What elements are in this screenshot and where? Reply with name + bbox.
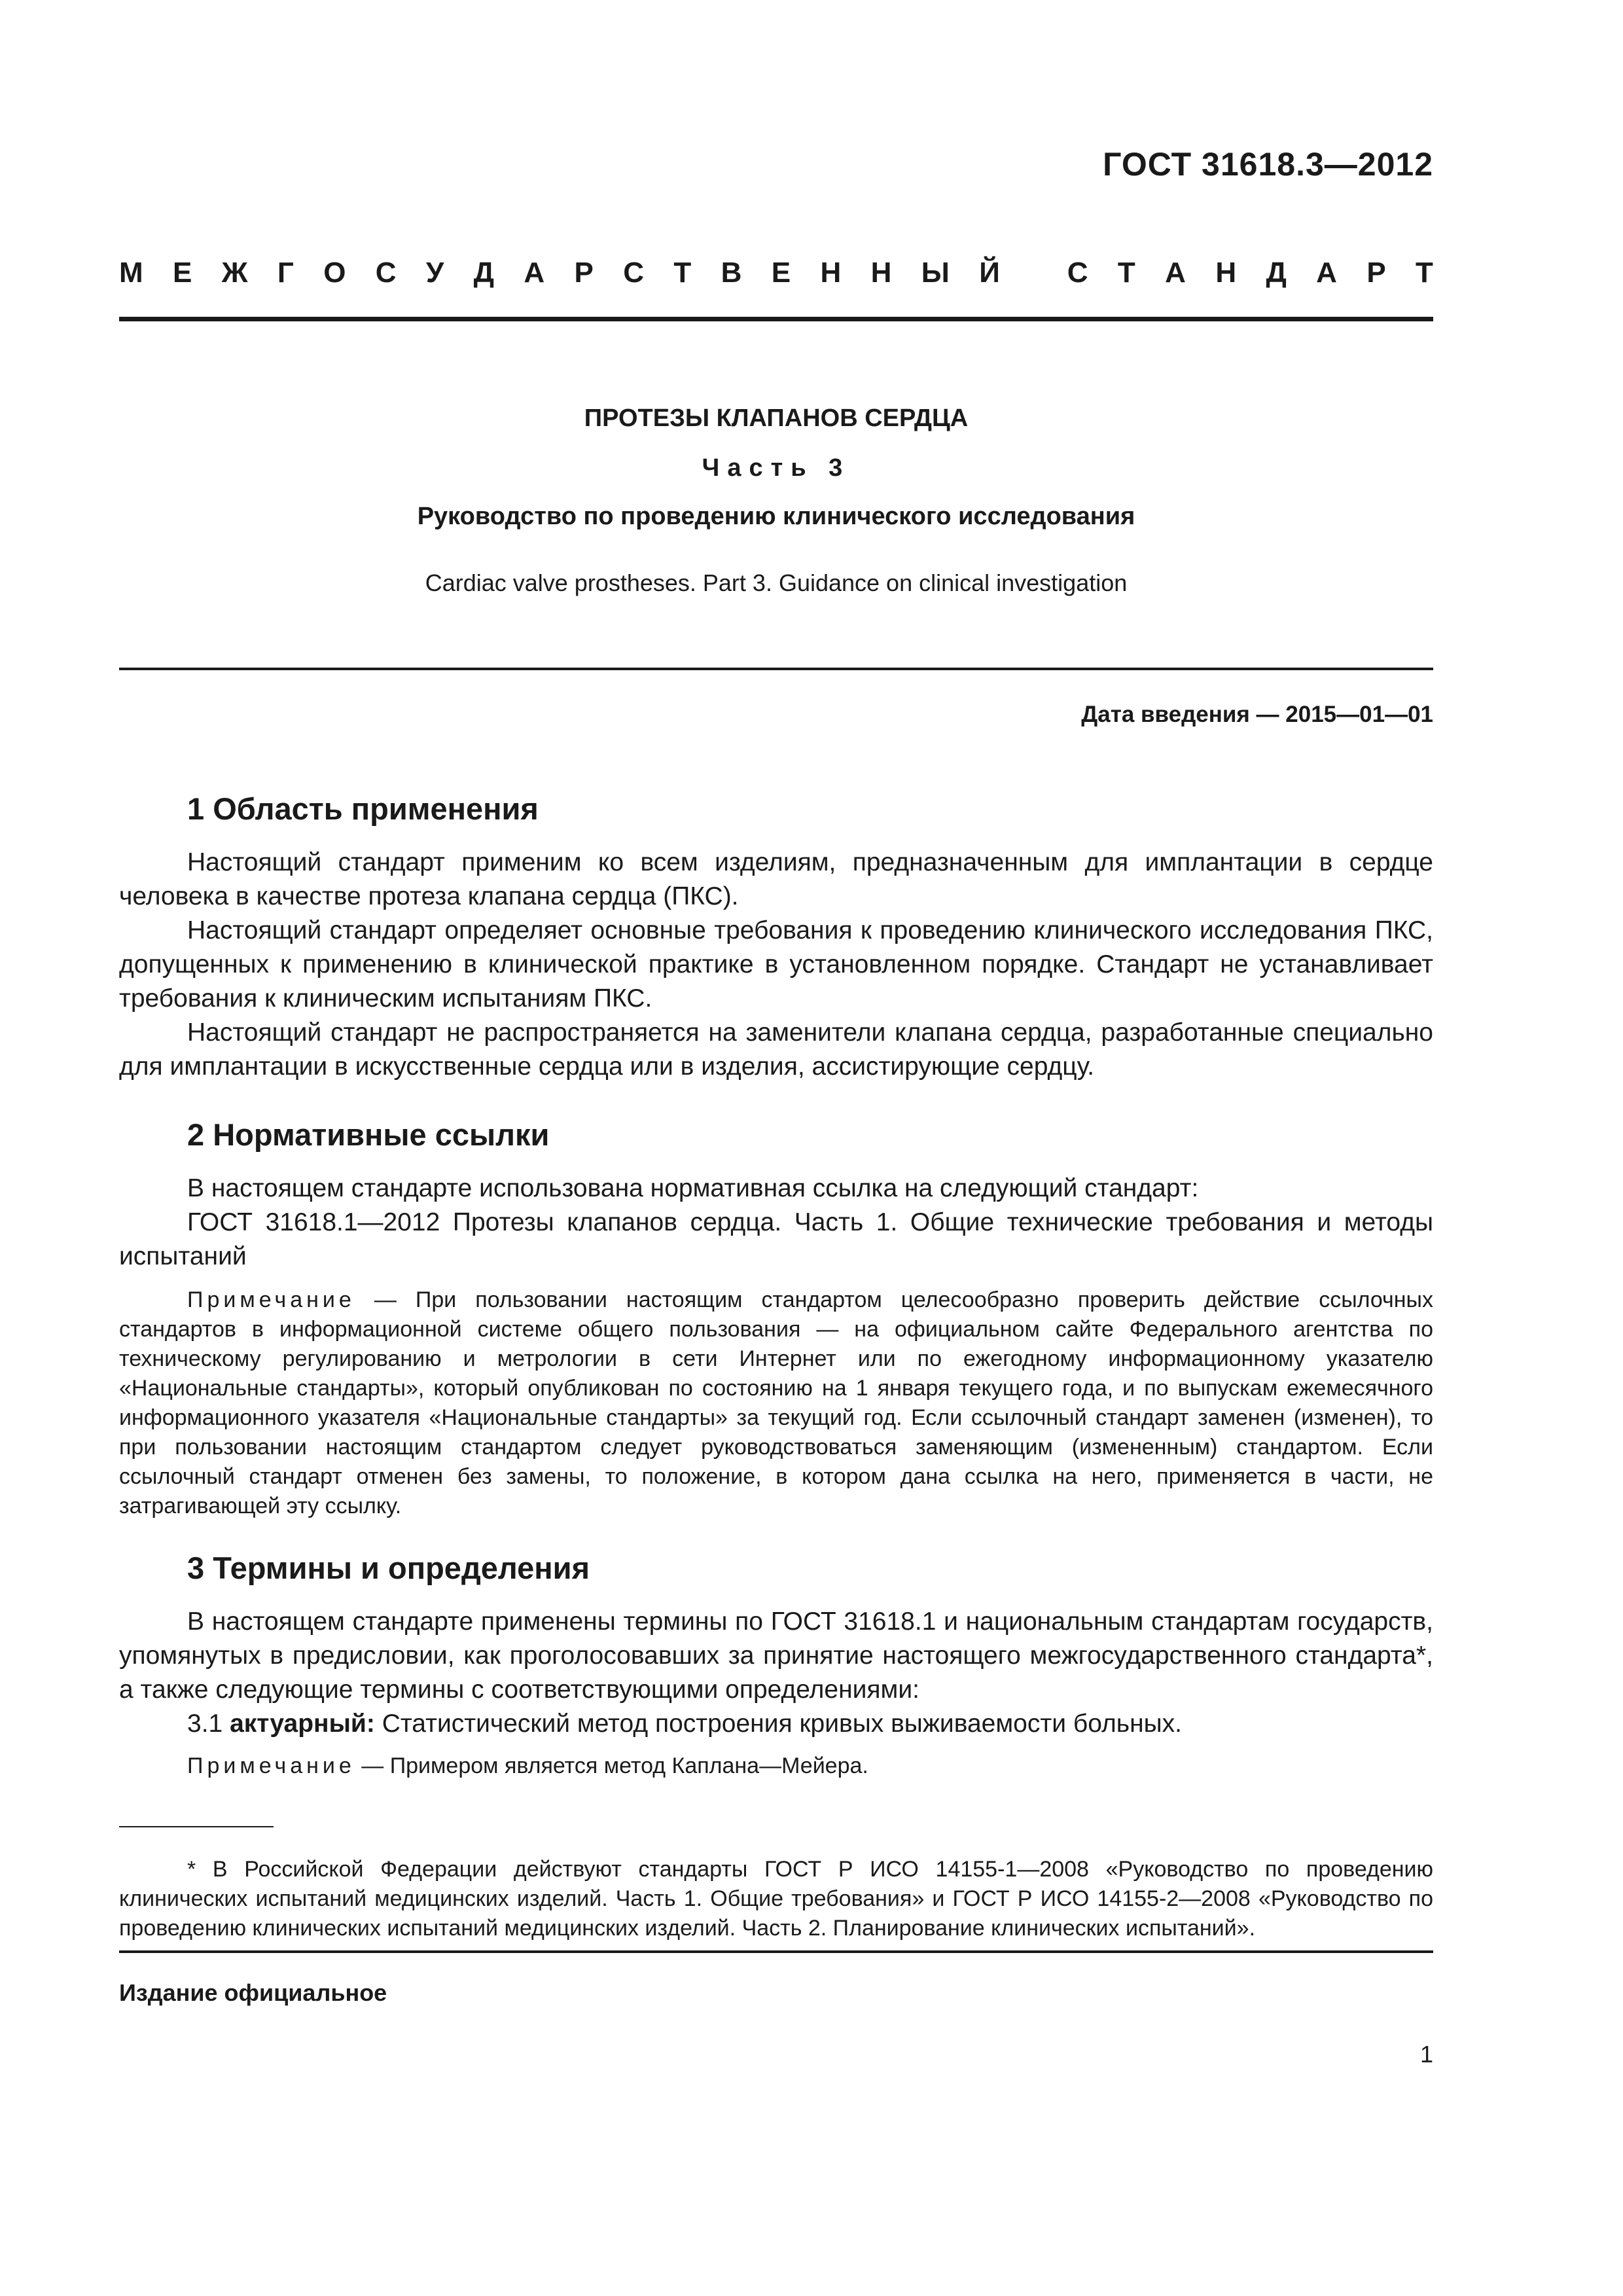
standard-banner: [119, 257, 1433, 289]
document-subtitle: Руководство по проведению клинического исследования: [417, 503, 1135, 530]
banner-letter: Н: [1215, 257, 1237, 289]
footnote: * В Российской Федерации действуют стандарты ГОСТ Р ИСО 14155-1—2008 «Руководство по проведению клинических испытаний медицинских изделий. Часть 1. Общие требования» и ГОСТ Р ИСО 14155-2—2008 «Руководство по проведению клинических испытаний медицинских изделий. Часть 2. Планирование клинических испытаний».: [119, 1857, 1433, 1941]
document-part: Часть 3: [702, 454, 851, 482]
banner-letter: Р: [574, 257, 594, 289]
section-2-paragraph-1: В настоящем стандарте использована нормативная ссылка на следующий стандарт:: [187, 1174, 1199, 1202]
section-3-paragraph-1: В настоящем стандарте применены термины по ГОСТ 31618.1 и национальным стандартам государств, упомянутых в предисловии, как проголосовавших за принятие настоящего межгосударственного стандарта*, а также следующие термины с соответствующими определениями:: [119, 1607, 1433, 1704]
definition-number: 3.1: [187, 1710, 223, 1738]
title-rule: [119, 668, 1433, 670]
note-label: Примечание: [187, 1753, 355, 1778]
edition-label: Издание официальное: [119, 1979, 387, 2006]
banner-letter: А: [524, 257, 545, 289]
banner-letter: Н: [870, 257, 892, 289]
banner-letter: Т: [1416, 257, 1433, 289]
banner-letter: У: [425, 257, 444, 289]
banner-letter: С: [1067, 257, 1088, 289]
section-1-paragraph-2: Настоящий стандарт определяет основные требования к проведению клинического исследования ПКС, допущенных к применению в клинической практике в установленном порядке. Стандарт не устанавливает требования к клиническим испытаниям ПКС.: [119, 916, 1433, 1013]
banner-letter: Е: [173, 257, 192, 289]
banner-letter: С: [623, 257, 645, 289]
banner-letter: О: [323, 257, 346, 289]
banner-letter: Т: [1117, 257, 1135, 289]
banner-letter: С: [375, 257, 397, 289]
banner-letter: Д: [1266, 257, 1287, 289]
note-text: — При пользовании настоящим стандартом целесообразно проверить действие ссылочных стандартов в информационной системе общего пользования — на официальном сайте Федерального агентства по техническому регулированию и метрологии в сети Интернет или по ежегодному информационному указателю «Национальные стандарты», который опубликован по состоянию на 1 января текущего года, и по выпускам ежемесячного информационного указателя «Национальные стандарты» за текущий год. Если ссылочный стандарт заменен (изменен), то при пользовании настоящим стандартом следует руководствоваться заменяющим (измененным) стандартом. Если ссылочный стандарт отменен без замены, то положение, в котором дана ссылка на него, применяется в части, не затрагивающей эту ссылку.: [119, 1287, 1433, 1518]
section-3-heading: 3 Термины и определения: [187, 1551, 590, 1585]
document-code: ГОСТ 31618.3—2012: [1103, 146, 1433, 183]
banner-letter: А: [1165, 257, 1186, 289]
banner-letter: Ы: [921, 257, 950, 289]
banner-letter: Т: [673, 257, 692, 289]
banner-letter: Е: [771, 257, 791, 289]
section-2-heading: 2 Нормативные ссылки: [187, 1117, 550, 1152]
banner-letter: В: [721, 257, 742, 289]
banner-letter: Ж: [221, 257, 248, 289]
note-text: — Примером является метод Каплана—Мейера.: [355, 1753, 868, 1778]
section-2-reference: ГОСТ 31618.1—2012 Протезы клапанов сердца. Часть 1. Общие технические требования и методы испытаний: [119, 1208, 1433, 1270]
effective-date: Дата введения — 2015—01—01: [1081, 702, 1433, 727]
page-number: 1: [1419, 2041, 1433, 2068]
section-3-note: [119, 1751, 1433, 1781]
note-label: Примечание: [187, 1287, 355, 1312]
banner-letter: А: [1316, 257, 1337, 289]
section-1-heading: 1 Область применения: [187, 791, 539, 826]
definition-3-1: [119, 1707, 1433, 1741]
document-title: ПРОТЕЗЫ КЛАПАНОВ СЕРДЦА: [584, 404, 969, 432]
header-rule: [119, 317, 1433, 321]
banner-letter: Г: [277, 257, 294, 289]
definition-term: актуарный:: [230, 1710, 375, 1738]
english-title: Cardiac valve prostheses. Part 3. Guidance on clinical investigation: [425, 569, 1128, 596]
banner-letter: [1029, 257, 1037, 289]
definition-text: Статистический метод построения кривых выживаемости больных.: [374, 1710, 1183, 1738]
banner-letter: Й: [979, 257, 1000, 289]
banner-letter: Н: [820, 257, 842, 289]
section-2-note: [119, 1285, 1433, 1521]
footer-rule: [119, 1950, 1433, 1953]
section-1-paragraph-3: Настоящий стандарт не распространяется на заменители клапана сердца, разработанные специально для имплантации в искусственные сердца или в изделия, ассистирующие сердцу.: [119, 1018, 1433, 1081]
banner-letter: Д: [473, 257, 495, 289]
banner-letter: М: [119, 257, 143, 289]
section-1-paragraph-1: Настоящий стандарт применим ко всем изделиям, предназначенным для имплантации в сердце человека в качестве протеза клапана сердца (ПКС).: [119, 848, 1433, 910]
banner-letter: Р: [1366, 257, 1386, 289]
footnote-separator: [119, 1826, 274, 1827]
